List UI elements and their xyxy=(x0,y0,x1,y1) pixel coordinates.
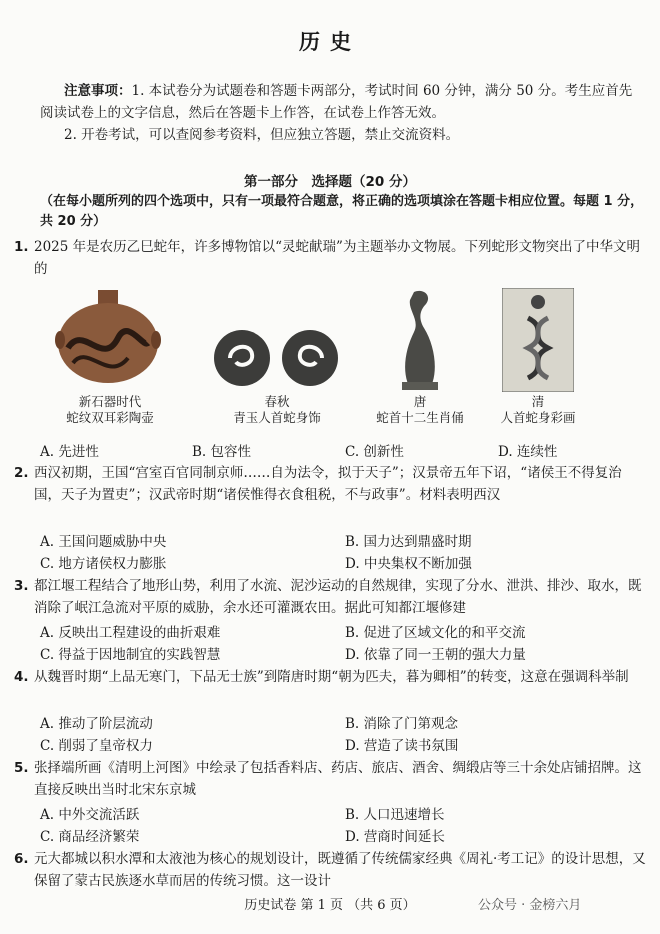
question-stem: 西汉初期，王国“宫室百官同制京师……自为法令，拟于天子”；汉景帝五年下诏，“诸侯王不得复治国，天子为置吏”；汉武帝时期“诸侯惟得衣食租税，不与政事”。材料表明西汉 xyxy=(34,465,622,503)
question-stem: 从魏晋时期“上品无寒门，下品无士族”到隋唐时期“朝为匹夫，暮为卿相”的转变，这意在强调科举制 xyxy=(34,669,629,685)
artifact-name: 人首蛇身彩画 xyxy=(500,410,576,425)
option-a[interactable]: A. 推动了阶层流动 xyxy=(40,716,153,732)
question-4 xyxy=(14,666,646,688)
section-title: 第一部分 选择题（20 分） xyxy=(244,174,416,190)
watermark: 公众号 · 金榜六月 xyxy=(478,898,582,913)
artifact-name: 蛇纹双耳彩陶壶 xyxy=(66,410,154,425)
question-3 xyxy=(14,575,646,619)
option-b[interactable]: B. 消除了门第观念 xyxy=(345,716,459,732)
question-number: 6. xyxy=(14,851,29,867)
option-d[interactable]: D. 营造了读书氛围 xyxy=(345,738,459,754)
jade-disc-image xyxy=(212,328,342,388)
option-d[interactable]: D. 依靠了同一王朝的强大力量 xyxy=(345,647,526,663)
question-5 xyxy=(14,757,646,801)
artifact-era: 春秋 xyxy=(264,394,290,409)
question-number: 4. xyxy=(14,669,29,685)
question-2 xyxy=(14,462,646,506)
option-d[interactable]: D. 连续性 xyxy=(498,444,558,460)
option-c[interactable]: C. 得益于因地制宜的实践智慧 xyxy=(40,647,221,663)
figurine-image xyxy=(390,288,450,392)
page-title: 历史 xyxy=(299,30,361,54)
question-stem: 2025 年是农历乙巳蛇年，许多博物馆以“灵蛇献瑞”为主题举办文物展。下列蛇形文物突出了中华文明的 xyxy=(34,239,640,277)
artifact-era: 清 xyxy=(531,394,545,409)
question-stem: 元大都城以积水潭和太液池为核心的规划设计，既遵循了传统儒家经典《周礼·考工记》的设计思想，又保留了蒙古民族逐水草而居的传统习惯。这一设计 xyxy=(34,851,646,889)
option-c[interactable]: C. 地方诸侯权力膨胀 xyxy=(40,556,167,572)
question-1 xyxy=(14,236,646,280)
option-b[interactable]: B. 包容性 xyxy=(192,444,252,460)
notice-item-2: 2. 开卷考试，可以查阅参考资料，但应独立答题，禁止交流资料。 xyxy=(64,127,460,143)
option-a[interactable]: A. 先进性 xyxy=(40,444,99,460)
page-footer: 历史试卷 第 1 页 （共 6 页） xyxy=(244,898,416,913)
option-b[interactable]: B. 人口迅速增长 xyxy=(345,807,445,823)
question-stem: 都江堰工程结合了地形山势，利用了水流、泥沙运动的自然规律，实现了分水、泄洪、排沙、取水，既消除了岷江急流对平原的威胁，余水还可灌溉农田。据此可知都江堰修建 xyxy=(34,578,642,616)
question-number: 3. xyxy=(14,578,29,594)
artifact-caption-4 xyxy=(468,394,608,426)
artifact-caption-2 xyxy=(207,394,347,426)
question-6 xyxy=(14,848,646,892)
artifact-name: 蛇首十二生肖俑 xyxy=(376,410,464,425)
section-note: （在每小题所列的四个选项中，只有一项最符合题意，将正确的选项填涂在答题卡相应位置。每题 1 分，共 20 分） xyxy=(40,194,644,229)
notice-paragraph-1 xyxy=(40,80,640,124)
option-d[interactable]: D. 营商时间延长 xyxy=(345,829,445,845)
notice-item-1: 1. 本试卷分为试题卷和答题卡两部分，考试时间 60 分钟，满分 50 分。考生应首先阅读试卷上的文字信息，然后在答题卡上作答，在试卷上作答无效。 xyxy=(40,83,633,121)
option-a[interactable]: A. 中外交流活跃 xyxy=(40,807,140,823)
option-c[interactable]: C. 创新性 xyxy=(345,444,404,460)
question-number: 5. xyxy=(14,760,29,776)
option-c[interactable]: C. 商品经济繁荣 xyxy=(40,829,140,845)
painting-image xyxy=(502,288,574,392)
question-number: 2. xyxy=(14,465,29,481)
artifact-era: 新石器时代 xyxy=(78,394,142,409)
option-a[interactable]: A. 反映出工程建设的曲折艰难 xyxy=(40,625,221,641)
pottery-jar-image xyxy=(48,288,168,388)
option-b[interactable]: B. 促进了区域文化的和平交流 xyxy=(345,625,526,641)
option-d[interactable]: D. 中央集权不断加强 xyxy=(345,556,472,572)
notice-label: 注意事项： xyxy=(64,83,132,99)
question-stem: 张择端所画《清明上河图》中绘录了包括香料店、药店、旅店、酒舍、绸缎店等三十余处店铺招牌。这直接反映出当时北宋东京城 xyxy=(34,760,642,798)
artifact-gallery xyxy=(40,288,640,428)
question-number: 1. xyxy=(14,239,29,255)
option-c[interactable]: C. 削弱了皇帝权力 xyxy=(40,738,153,754)
option-b[interactable]: B. 国力达到鼎盛时期 xyxy=(345,534,472,550)
option-a[interactable]: A. 王国问题威胁中央 xyxy=(40,534,167,550)
artifact-era: 唐 xyxy=(413,394,427,409)
artifact-name: 青玉人首蛇身饰 xyxy=(233,410,321,425)
artifact-caption-1 xyxy=(40,394,180,426)
